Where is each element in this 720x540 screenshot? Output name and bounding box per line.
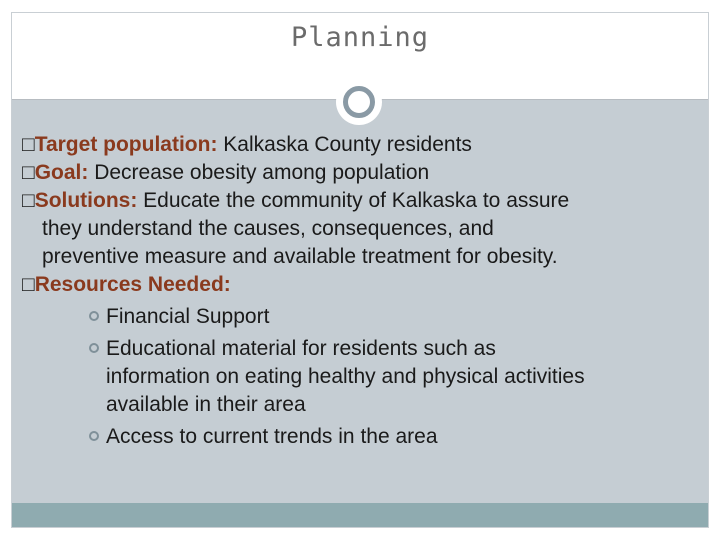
slide-title: Planning	[290, 22, 430, 53]
bullet-marker-icon: □	[22, 189, 35, 212]
circle-bullet-icon	[89, 311, 99, 321]
bullet-resources-needed	[22, 271, 702, 299]
bullet-marker-icon: □	[22, 133, 35, 156]
bullet-text: Decrease obesity among population	[88, 161, 430, 184]
bullet-marker-icon: □	[22, 273, 35, 296]
bullet-keyword: Goal:	[34, 161, 89, 184]
bullet-keyword: Resources Needed:	[34, 273, 231, 296]
bullet-text: Kalkaska County residents	[217, 133, 472, 156]
resource-item	[89, 335, 702, 419]
resource-item	[89, 303, 702, 331]
bullet-text: Educate the community of Kalkaska to assure	[137, 189, 570, 212]
bullet-keyword: Target population:	[34, 133, 218, 156]
bullet-solutions	[22, 187, 702, 271]
bullet-continuation: preventive measure and available treatment for obesity.	[42, 245, 558, 268]
circle-ornament-icon	[336, 79, 382, 125]
resource-line: Financial Support	[106, 305, 270, 328]
bullet-continuation: they understand the causes, consequences, and	[42, 217, 494, 240]
resource-line: Educational material for residents such as	[106, 337, 496, 360]
footer-bar	[12, 503, 708, 527]
bullet-target-population	[22, 131, 702, 159]
bullet-keyword: Solutions:	[34, 189, 138, 212]
resource-line: Access to current trends in the area	[106, 425, 438, 448]
bullet-marker-icon: □	[22, 161, 35, 184]
circle-bullet-icon	[89, 343, 99, 353]
resource-item	[89, 423, 702, 451]
circle-bullet-icon	[89, 431, 99, 441]
resource-line: information on eating healthy and physical activities	[106, 365, 585, 388]
bullet-list	[22, 131, 702, 451]
resource-line: available in their area	[106, 393, 306, 416]
bullet-goal	[22, 159, 702, 187]
